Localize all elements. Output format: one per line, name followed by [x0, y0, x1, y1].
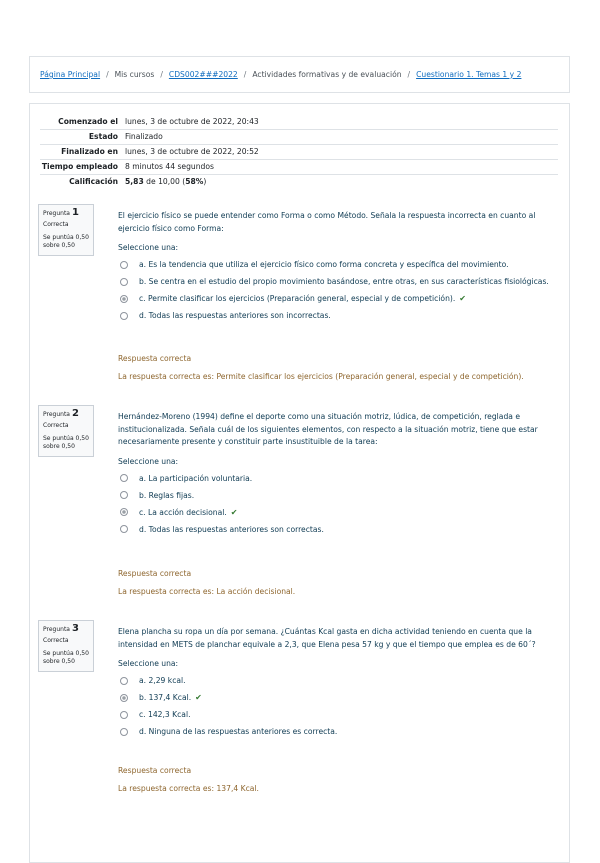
breadcrumb-course-link[interactable]: CDS002###2022	[168, 70, 238, 79]
answer-text: a. 2,29 kcal.	[139, 676, 186, 685]
question-grade: Se puntúa 0,50 sobre 0,50	[43, 650, 89, 665]
question-state: Correcta	[43, 422, 69, 429]
question-info	[38, 204, 94, 256]
radio-button[interactable]	[120, 491, 128, 499]
breadcrumb-section: Actividades formativas y de evaluación	[252, 70, 402, 79]
answer-text: b. Reglas fijas.	[139, 490, 195, 500]
summary-label: Tiempo empleado	[40, 160, 122, 175]
breadcrumb-separator: /	[106, 70, 109, 79]
breadcrumb-home-link[interactable]: Página Principal	[40, 70, 101, 79]
question-content	[118, 626, 568, 740]
summary-row	[40, 175, 558, 190]
check-icon: ✔	[230, 507, 238, 517]
answer-option-d[interactable]	[120, 307, 568, 324]
question-number: 1	[71, 207, 79, 218]
question-feedback	[118, 569, 295, 596]
answer-text: b. 137,4 Kcal.	[139, 693, 192, 702]
question-info	[38, 620, 94, 672]
question-content	[118, 210, 568, 324]
answer-text: a. La participación voluntaria.	[139, 473, 253, 483]
answer-option-a[interactable]	[120, 256, 568, 273]
answer-option-b[interactable]	[120, 487, 568, 504]
radio-button[interactable]	[120, 677, 128, 685]
answer-prompt: Seleccione una:	[118, 243, 179, 252]
question-grade: Se puntúa 0,50 sobre 0,50	[43, 234, 89, 249]
grade-close: )	[203, 177, 207, 186]
summary-label: Comenzado el	[58, 117, 118, 126]
breadcrumb	[29, 56, 570, 93]
question-content	[118, 411, 568, 538]
feedback-title: Respuesta correcta	[118, 354, 192, 363]
summary-row	[40, 145, 558, 160]
breadcrumb-separator: /	[243, 70, 247, 79]
check-icon: ✔	[459, 294, 466, 303]
question-state: Correcta	[43, 221, 69, 228]
radio-button[interactable]	[120, 711, 128, 719]
radio-button-selected[interactable]	[120, 694, 128, 702]
feedback-title: Respuesta correcta	[118, 569, 192, 578]
summary-value	[122, 175, 558, 190]
answer-option-d[interactable]	[120, 723, 568, 740]
summary-value: lunes, 3 de octubre de 2022, 20:52	[122, 145, 558, 160]
radio-button[interactable]	[120, 474, 128, 482]
question-text: Hernández-Moreno (1994) define el deporte como una situación motriz, lúdica, de competición, reglada e institucionalizada. Señala cuál de los siguientes elementos, con respecto a la situación motriz, tiene que estar necesariamente presente y constituir parte insustituible de la tarea:	[118, 412, 538, 446]
grade-percent: 58%	[185, 177, 204, 186]
answer-option-a[interactable]	[120, 470, 568, 487]
radio-button[interactable]	[120, 312, 128, 320]
summary-value: lunes, 3 de octubre de 2022, 20:43	[125, 117, 259, 126]
question-state: Correcta	[43, 637, 69, 644]
answer-text: c. Permite clasificar los ejercicios (Preparación general, especial y de competición).	[139, 294, 456, 303]
answer-prompt: Seleccione una:	[118, 659, 179, 668]
radio-button[interactable]	[120, 261, 128, 269]
answer-text: c. 142,3 Kcal.	[139, 710, 191, 719]
breadcrumb-separator: /	[160, 70, 163, 79]
answer-text: d. Todas las respuestas anteriores son incorrectas.	[139, 311, 331, 320]
grade-score: 5,83	[125, 177, 144, 186]
question-label: Pregunta	[43, 210, 70, 217]
answer-text: a. Es la tendencia que utiliza el ejercicio físico como forma concreta y específica del movimiento.	[139, 260, 509, 269]
answer-prompt: Seleccione una:	[118, 456, 179, 466]
feedback-title: Respuesta correcta	[118, 766, 192, 775]
answer-option-b[interactable]	[120, 273, 568, 290]
right-answer: La respuesta correcta es: La acción decisional.	[118, 587, 296, 596]
summary-label: Calificación	[40, 175, 122, 190]
question-text: Elena plancha su ropa un día por semana. ¿Cuántas Kcal gasta en dicha actividad teniendo en cuenta que la intensidad en METS de planchar equivale a 2,3, que Elena pesa 57 kg y que el tiempo que emplea es de 60´?	[118, 627, 536, 649]
answer-option-c[interactable]	[120, 290, 568, 307]
summary-row	[40, 160, 558, 175]
radio-button[interactable]	[120, 728, 128, 736]
answer-option-c[interactable]	[120, 706, 568, 723]
question-feedback	[118, 766, 259, 793]
answer-option-b[interactable]	[120, 689, 568, 706]
question-number: 3	[71, 623, 79, 634]
radio-button[interactable]	[120, 278, 128, 286]
answer-option-a[interactable]	[120, 672, 568, 689]
summary-value: 8 minutos 44 segundos	[122, 160, 558, 175]
answer-text: d. Todas las respuestas anteriores son correctas.	[139, 524, 324, 534]
question-info	[38, 405, 94, 457]
right-answer: La respuesta correcta es: Permite clasificar los ejercicios (Preparación general, especial y de competición).	[118, 372, 524, 381]
answer-text: d. Ninguna de las respuestas anteriores es correcta.	[139, 727, 338, 736]
answer-text: c. La acción decisional.	[139, 507, 227, 517]
question-label: Pregunta	[43, 411, 70, 418]
summary-value: Finalizado	[122, 130, 558, 145]
radio-button-selected[interactable]	[120, 295, 128, 303]
summary-label: Estado	[40, 130, 122, 145]
answer-text: b. Se centra en el estudio del propio movimiento basándose, entre otras, en sus características fisiológicas.	[139, 277, 549, 286]
summary-label: Finalizado en	[40, 145, 122, 160]
summary-row	[40, 130, 558, 145]
right-answer: La respuesta correcta es: 137,4 Kcal.	[118, 784, 259, 793]
question-number: 2	[71, 408, 79, 419]
question-label: Pregunta	[43, 626, 70, 633]
check-icon: ✔	[195, 693, 202, 702]
summary-row	[40, 115, 558, 130]
question-grade: Se puntúa 0,50 sobre 0,50	[43, 435, 89, 450]
breadcrumb-quiz-link[interactable]: Cuestionario 1. Temas 1 y 2	[416, 70, 522, 79]
attempt-summary-table	[40, 115, 558, 189]
breadcrumb-separator: /	[407, 70, 411, 79]
answer-option-d[interactable]	[120, 521, 568, 538]
answer-option-c[interactable]	[120, 504, 568, 521]
question-text: El ejercicio físico se puede entender como Forma o como Método. Señala la respuesta incorrecta en cuanto al ejercicio físico como Forma:	[118, 211, 536, 233]
radio-button-selected[interactable]	[120, 508, 128, 516]
radio-button[interactable]	[120, 525, 128, 533]
question-feedback	[118, 354, 524, 381]
breadcrumb-courses: Mis cursos	[114, 70, 155, 79]
grade-of: de 10,00 (	[146, 177, 186, 186]
